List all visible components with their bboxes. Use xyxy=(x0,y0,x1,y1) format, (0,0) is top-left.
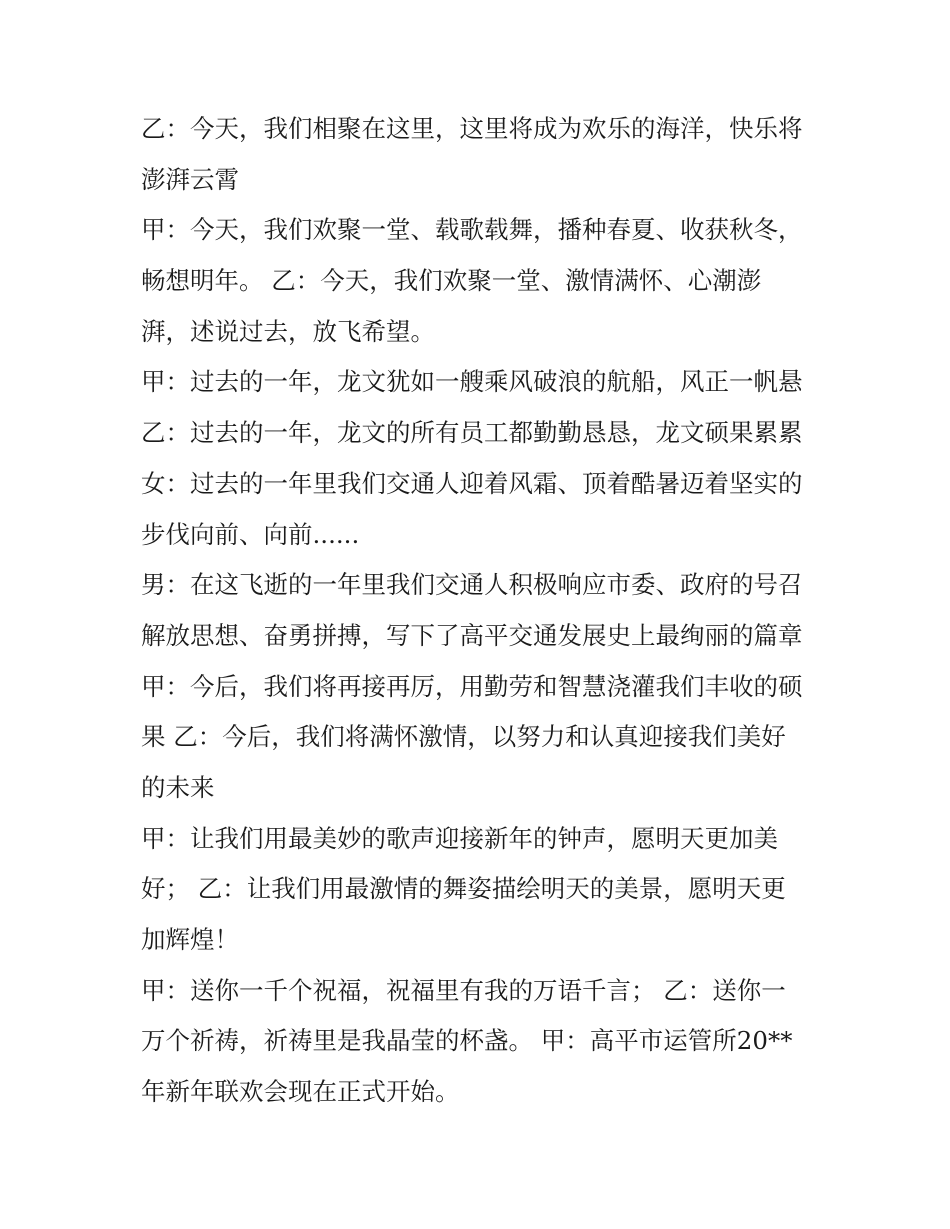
text-line: 果 乙：今后，我们将满怀激情，以努力和认真迎接我们美好 xyxy=(141,722,786,752)
text-line: 加辉煌！ xyxy=(141,925,239,954)
text-line: 澎湃云霄 xyxy=(141,164,239,194)
text-line: 男：在这飞逝的一年里我们交通人积极响应市委、政府的号召 xyxy=(141,570,803,600)
text-line: 步伐向前、向前...... xyxy=(141,519,360,549)
text-line: 甲：过去的一年，龙文犹如一艘乘风破浪的航船，风正一帆悬 xyxy=(141,367,803,397)
text-line: 好； 乙：让我们用最激情的舞姿描绘明天的美景，愿明天更 xyxy=(141,874,786,904)
text-line: 年新年联欢会现在正式开始。 xyxy=(141,1077,460,1107)
document-body xyxy=(141,104,821,1118)
text-line: 甲：今天，我们欢聚一堂、载歌载舞，播种春夏、收获秋冬， xyxy=(141,215,803,245)
text-line: 乙：今天，我们相聚在这里，这里将成为欢乐的海洋，快乐将 xyxy=(141,114,803,143)
text-line: 甲：送你一千个祝福，祝福里有我的万语千言； 乙：送你一 xyxy=(141,975,786,1005)
text-line: 乙：过去的一年，龙文的所有员工都勤勤恳恳，龙文硕果累累 xyxy=(141,418,803,448)
text-line: 甲：今后，我们将再接再厉，用勤劳和智慧浇灌我们丰收的硕 xyxy=(141,671,803,701)
text-line: 万个祈祷，祈祷里是我晶莹的杯盏。 甲：高平市运管所20** xyxy=(141,1026,793,1056)
text-line: 甲：让我们用最美妙的歌声迎接新年的钟声，愿明天更加美 xyxy=(141,823,778,853)
text-line: 解放思想、奋勇拼搏，写下了高平交通发展史上最绚丽的篇章 xyxy=(141,620,803,650)
text-line: 的未来 xyxy=(141,772,215,802)
text-line: 湃，述说过去，放飞希望。 xyxy=(141,316,435,346)
text-line: 女：过去的一年里我们交通人迎着风霜、顶着酷暑迈着坚实的 xyxy=(141,468,803,498)
text-line: 畅想明年。 乙：今天，我们欢聚一堂、激情满怀、心潮澎 xyxy=(141,266,762,296)
